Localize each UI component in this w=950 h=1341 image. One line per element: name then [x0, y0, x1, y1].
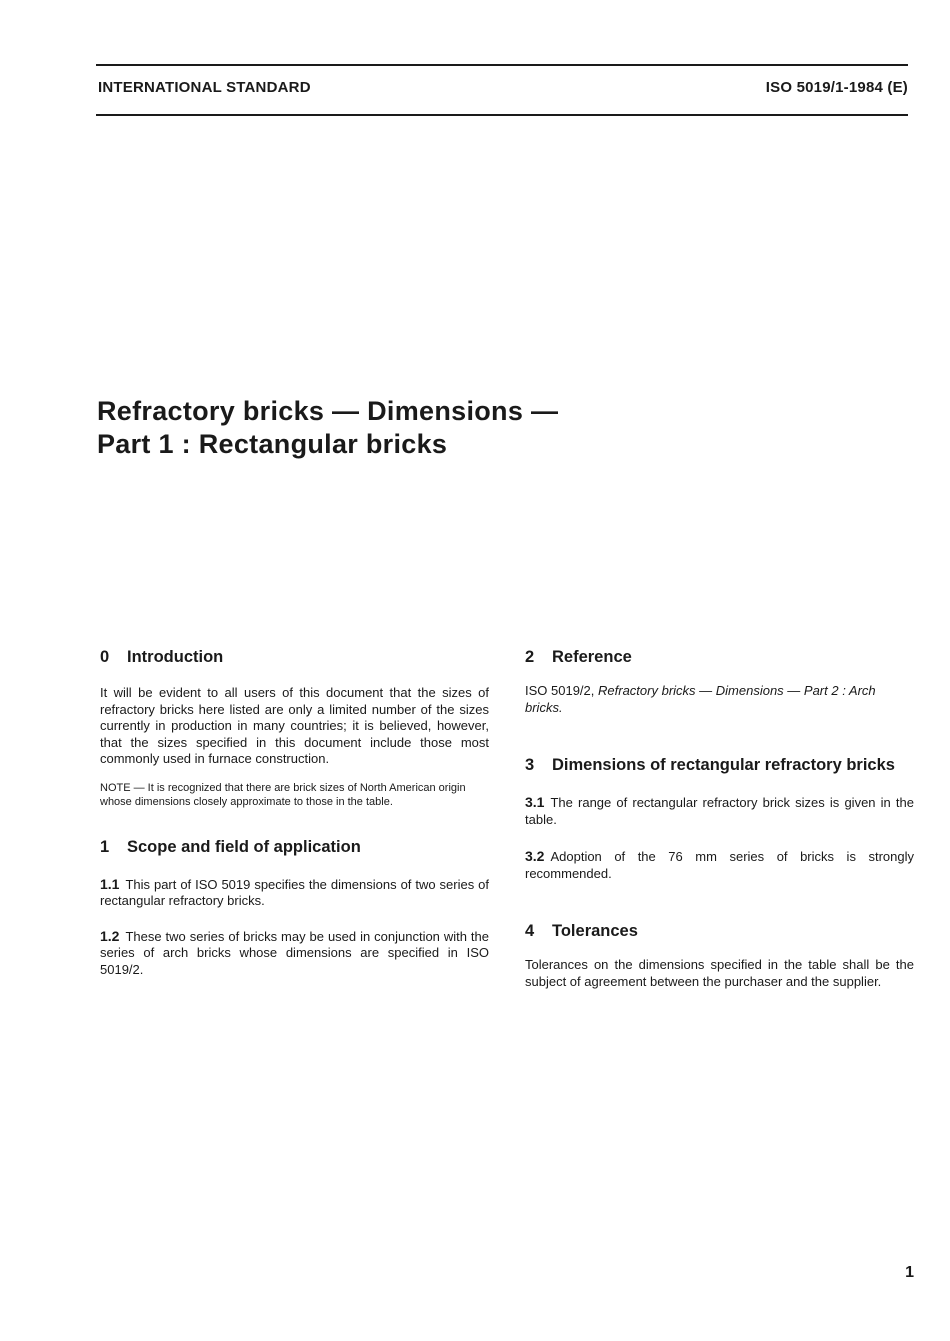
- section-3-title: Dimensions of rectangular refractory bricks: [552, 756, 895, 774]
- left-column: [100, 646, 489, 978]
- section-1-title: Scope and field of application: [127, 837, 361, 856]
- title-line-2: Part 1 : Rectangular bricks: [97, 429, 448, 459]
- section-0-note: NOTE — It is recognized that there are brick sizes of North American origin whose dimensions closely approximate to those in the table.: [100, 781, 466, 808]
- title-line-1: Refractory bricks — Dimensions —: [97, 396, 559, 426]
- section-4-body: Tolerances on the dimensions specified in the table shall be the subject of agreement between the purchaser and the supplier.: [525, 957, 914, 989]
- header-standard-type: INTERNATIONAL STANDARD: [98, 79, 311, 96]
- section-2-title: Reference: [552, 648, 632, 666]
- page-number: 1: [905, 1264, 914, 1281]
- header-bottom-rule: [96, 114, 908, 116]
- section-3-number: 3: [525, 756, 535, 774]
- section-0-heading: [100, 646, 489, 668]
- document-title: [97, 395, 558, 461]
- clause-3-2-text: Adoption of the 76 mm series of bricks is strongly recommended.: [525, 849, 914, 881]
- clause-3-2: [525, 848, 914, 882]
- section-4-number: 4: [525, 922, 535, 940]
- section-0-number: 0: [100, 648, 110, 666]
- clause-1-2: [100, 928, 489, 979]
- section-2-number: 2: [525, 648, 535, 666]
- header-standard-number: ISO 5019/1-1984 (E): [765, 79, 908, 96]
- section-4-heading: [525, 920, 914, 942]
- reference-entry: [525, 683, 914, 716]
- section-4-title: Tolerances: [552, 922, 638, 940]
- section-3-heading: [525, 754, 914, 776]
- clause-3-1: [525, 794, 914, 828]
- clause-1-1: [100, 876, 489, 910]
- clause-1-1-text: This part of ISO 5019 specifies the dimensions of two series of rectangular refractory bricks.: [100, 876, 489, 908]
- reference-code: ISO 5019/2,: [525, 683, 595, 698]
- clause-3-1-text: The range of rectangular refractory brick sizes is given in the table.: [525, 795, 914, 827]
- clause-3-1-number: 3.1: [525, 794, 545, 810]
- right-column: [525, 646, 914, 990]
- clause-1-2-number: 1.2: [100, 927, 120, 944]
- section-1-number: 1: [100, 837, 110, 856]
- section-0-title: Introduction: [127, 648, 224, 666]
- clause-3-2-number: 3.2: [525, 848, 545, 864]
- section-1-heading: [100, 836, 489, 858]
- header-top-rule: [96, 64, 908, 66]
- section-2-heading: [525, 646, 914, 668]
- clause-1-1-number: 1.1: [100, 875, 120, 892]
- clause-1-2-text: These two series of bricks may be used in conjunction with the series of arch bricks whose dimensions are specified in ISO 5019/2.: [100, 928, 489, 977]
- section-0-body: It will be evident to all users of this document that the sizes of refractory bricks here listed are only a limited number of the sizes currently in production in many countries; it is believed, however, that the sizes specified in this document include those most commonly used in furnace construction.: [100, 685, 489, 766]
- reference-title: Refractory bricks — Dimensions — Part 2 : Arch bricks.: [525, 683, 876, 715]
